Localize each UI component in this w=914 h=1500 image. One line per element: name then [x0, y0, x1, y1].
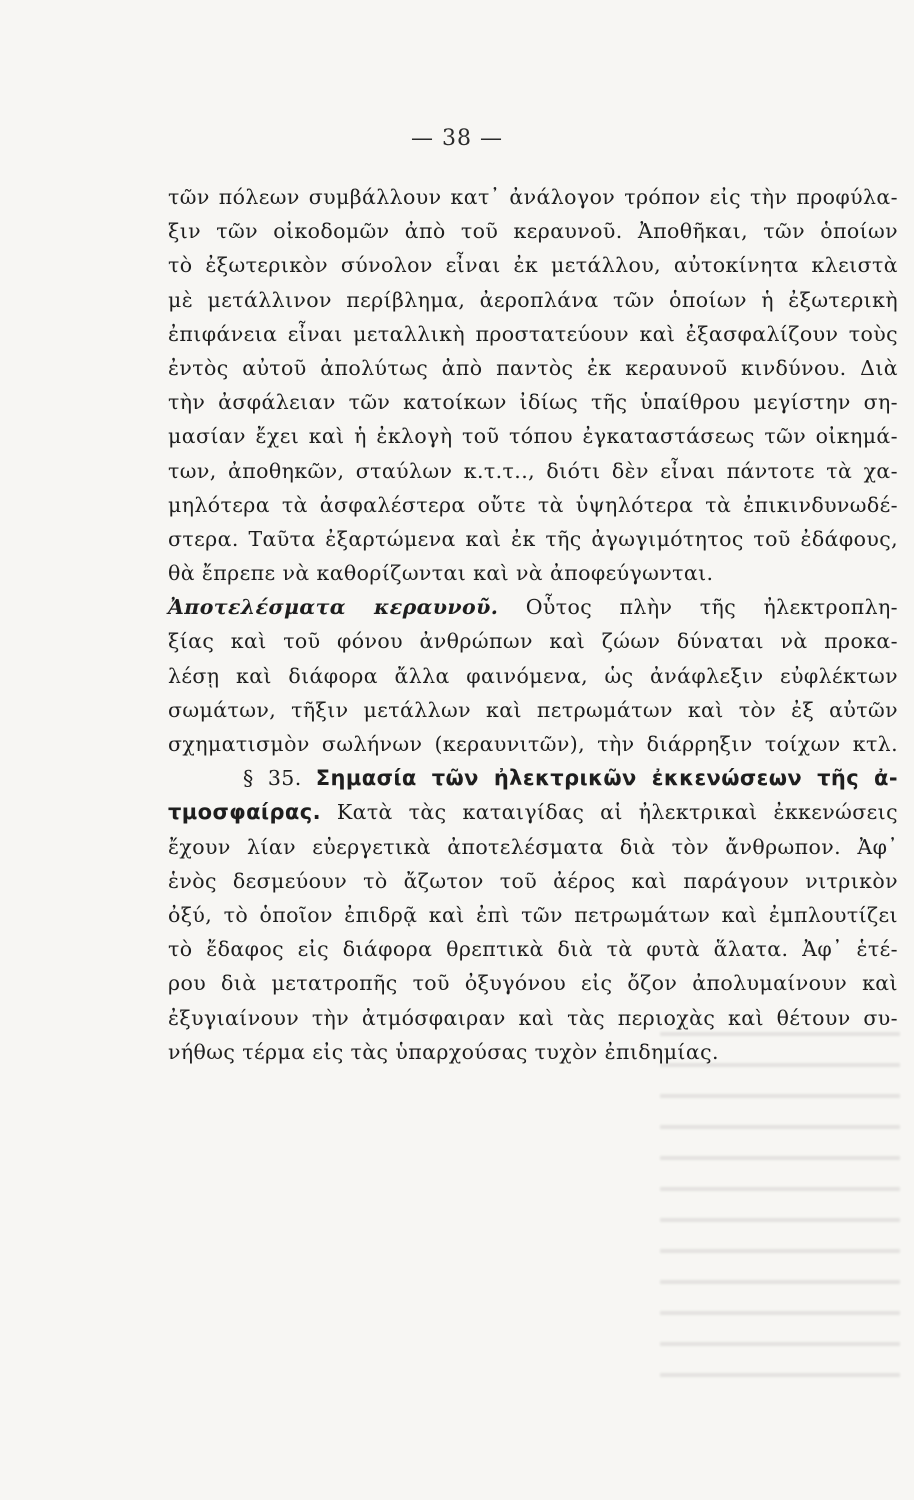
- text-line: των, ἀποθηκῶν, σταύλων κ.τ.τ.., διότι δὲν εἶναι πάντοτε τὰ χα-: [168, 458, 898, 483]
- text-line: μηλότερα τὰ ἀσφαλέστερα οὔτε τὰ ὑψηλότερα τὰ ἐπικινδυνωδέ-: [168, 492, 898, 517]
- text-line: τὸ ἐξωτερικὸν σύνολον εἶναι ἐκ μετάλλου, αὐτοκίνητα κλειστὰ: [168, 253, 898, 278]
- text-line: ἔχουν λίαν εὐεργετικὰ ἀποτελέσματα διὰ τὸν ἄνθρωπον. Ἀφ᾿: [168, 834, 898, 859]
- text-line: ἑνὸς δεσμεύουν τὸ ἄζωτον τοῦ ἀέρος καὶ παράγουν νιτρικὸν: [168, 868, 898, 893]
- text-line: ξίας καὶ τοῦ φόνου ἀνθρώπων καὶ ζώων δύναται νὰ προκα-: [168, 629, 898, 654]
- text-line: ὀξύ, τὸ ὁποῖον ἐπιδρᾷ καὶ ἐπὶ τῶν πετρωμάτων καὶ ἐμπλουτίζει: [168, 902, 898, 927]
- body-text: [168, 180, 898, 1069]
- text-span: Κατὰ τὰς καταιγίδας αἱ ἠλεκτρικαὶ ἐκκενώσεις: [336, 800, 898, 825]
- section-heading-line: [168, 761, 898, 795]
- text-line: ἐντὸς αὐτοῦ ἀπολύτως ἀπὸ παντὸς ἐκ κεραυνοῦ κινδύνου. Διὰ: [168, 355, 898, 380]
- text-line: σχηματισμὸν σωλήνων (κεραυνιτῶν), τὴν διάρρηξιν τοίχων κτλ.: [168, 732, 898, 756]
- text-span: Οὗτος πλὴν τῆς ἠλεκτροπλη-: [525, 595, 899, 620]
- show-through-texture: [660, 1010, 900, 1390]
- text-line: τῶν πόλεων συμβάλλουν κατ᾿ ἀνάλογον τρόπον εἰς τὴν προφύλα-: [168, 185, 898, 209]
- page-number: — 38 —: [411, 126, 503, 151]
- text-line: σωμάτων, τῆξιν μετάλλων καὶ πετρωμάτων καὶ τὸν ἐξ αὐτῶν: [168, 697, 898, 722]
- text-line: μὲ μετάλλινον περίβλημα, ἀεροπλάνα τῶν ὁποίων ἡ ἐξωτερικὴ: [168, 287, 898, 312]
- section-title-continuation: τμοσφαίρας.: [168, 800, 321, 825]
- section-number: § 35.: [243, 766, 302, 791]
- text-line: ρου διὰ μετατροπῆς τοῦ ὀξυγόνου εἰς ὄζον ἀπολυμαίνουν καὶ: [168, 971, 898, 996]
- text-line: ἐξυγιαίνουν τὴν ἀτμόσφαιραν καὶ τὰς περιοχὰς καὶ θέτουν συ-: [168, 1005, 898, 1030]
- paragraph-start-line: [168, 590, 898, 624]
- text-line: τὸ ἔδαφος εἰς διάφορα θρεπτικὰ διὰ τὰ φυτὰ ἅλατα. Ἀφ᾿ ἑτέ-: [168, 937, 898, 962]
- section-heading-continuation-line: [168, 795, 898, 829]
- section-title: Σημασία τῶν ἠλεκτρικῶν ἐκκενώσεων τῆς ἀ-: [315, 766, 898, 791]
- text-line: ξιν τῶν οἰκοδομῶν ἀπὸ τοῦ κεραυνοῦ. Ἀποθῆκαι, τῶν ὁποίων: [168, 219, 898, 244]
- text-line: μασίαν ἔχει καὶ ἡ ἐκλογὴ τοῦ τόπου ἐγκαταστάσεως τῶν οἰκημά-: [168, 424, 898, 449]
- text-line: νήθως τέρμα εἰς τὰς ὑπαρχούσας τυχὸν ἐπιδημίας.: [168, 1039, 719, 1064]
- text-line: θὰ ἔπρεπε νὰ καθορίζωνται καὶ νὰ ἀποφεύγωνται.: [168, 561, 714, 586]
- text-line: τὴν ἀσφάλειαν τῶν κατοίκων ἰδίως τῆς ὑπαίθρου μεγίστην ση-: [168, 390, 898, 415]
- text-line: στερα. Ταῦτα ἐξαρτώμενα καὶ ἐκ τῆς ἀγωγιμότητος τοῦ ἐδάφους,: [168, 526, 898, 551]
- text-line: λέσῃ καὶ διάφορα ἄλλα φαινόμενα, ὡς ἀνάφλεξιν εὐφλέκτων: [168, 663, 898, 688]
- subheading-lightning-effects: Ἀποτελέσματα κεραυνοῦ.: [168, 595, 499, 620]
- text-line: ἐπιφάνεια εἶναι μεταλλικὴ προστατεύουν καὶ ἐξασφαλίζουν τοὺς: [168, 321, 898, 346]
